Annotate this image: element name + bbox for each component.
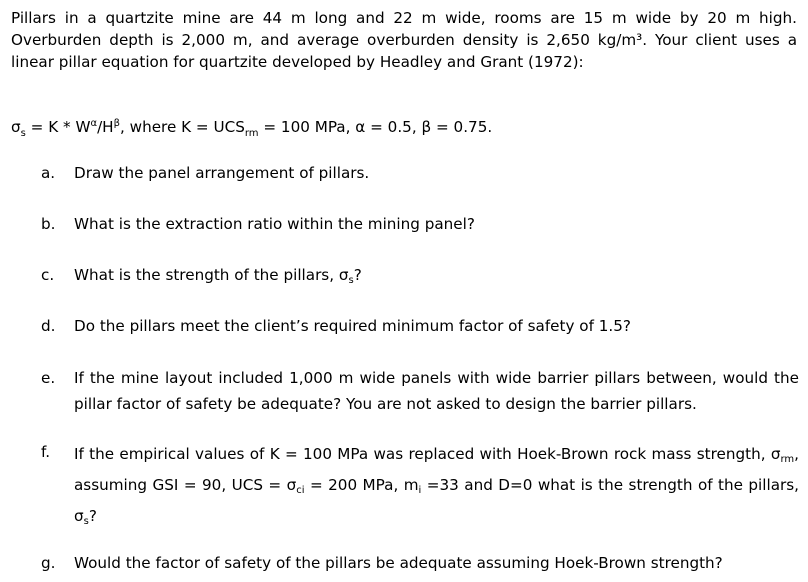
sigma-s-sub: s <box>83 516 89 527</box>
formula-slash-h: /H <box>97 118 114 136</box>
formula-params: = 100 MPa, α = 0.5, β = 0.75. <box>258 118 493 136</box>
question-b <box>41 211 799 237</box>
question-text: Would the factor of safety of the pillars be adequate assuming Hoek-Brown strength? <box>74 554 723 572</box>
question-text-part: = 200 MPa, m <box>304 476 419 494</box>
question-text <box>74 439 799 532</box>
problem-intro: Pillars in a quartzite mine are 44 m long and 22 m wide, rooms are 15 m wide by 20 m high. Overburden depth is 2,000 m, and average overburden density is 2,650 kg/m³. Your client uses a linear pillar equation for quartzite developed by Headley and Grant (1972): <box>11 9 797 71</box>
question-letter: c. <box>41 266 55 284</box>
sigma-ci-sub: ci <box>296 485 305 496</box>
question-a <box>41 160 799 186</box>
question-text-part: If the empirical values of K = 100 MPa was replaced with Hoek-Brown rock mass strength, σ <box>74 445 781 463</box>
sigma-rm-sub: rm <box>780 454 795 465</box>
question-text <box>74 262 799 288</box>
question-letter: f. <box>41 443 51 461</box>
question-c <box>41 262 799 288</box>
question-text: Do the pillars meet the client’s required minimum factor of safety of 1.5? <box>74 317 631 335</box>
question-g <box>41 550 799 576</box>
question-e <box>41 365 799 417</box>
formula-beta-sup: β <box>113 117 120 129</box>
formula-eq-part1: = K * W <box>25 118 91 136</box>
pillar-strength-formula <box>11 116 492 138</box>
question-text-part: =33 and D=0 what is the strength of the pillars, σ <box>74 476 799 525</box>
question-text-part: ? <box>88 507 97 525</box>
formula-alpha-sup: α <box>90 117 98 129</box>
question-letter: e. <box>41 369 56 387</box>
question-text: Draw the panel arrangement of pillars. <box>74 164 370 182</box>
formula-sigma: σ <box>11 118 21 136</box>
question-text: What is the extraction ratio within the mining panel? <box>74 215 475 233</box>
question-text-part: , assuming GSI = 90, UCS = σ <box>74 445 799 494</box>
question-text-part: ? <box>353 266 362 284</box>
formula-rm-sub: rm <box>244 128 259 140</box>
formula-where: , where K = UCS <box>120 118 245 136</box>
formula-sigma-sub: s <box>20 128 26 140</box>
question-text: If the mine layout included 1,000 m wide panels with wide barrier pillars between, would the pillar factor of safety be adequate? You are not asked to design the barrier pillars. <box>74 369 799 413</box>
question-d <box>41 313 799 339</box>
question-letter: b. <box>41 215 56 233</box>
m-i-sub: i <box>418 485 422 496</box>
question-letter: g. <box>41 554 56 572</box>
question-letter: d. <box>41 317 56 335</box>
sigma-sub: s <box>348 275 354 286</box>
question-text-part: What is the strength of the pillars, σ <box>74 266 349 284</box>
question-letter: a. <box>41 164 56 182</box>
question-f <box>41 439 799 532</box>
